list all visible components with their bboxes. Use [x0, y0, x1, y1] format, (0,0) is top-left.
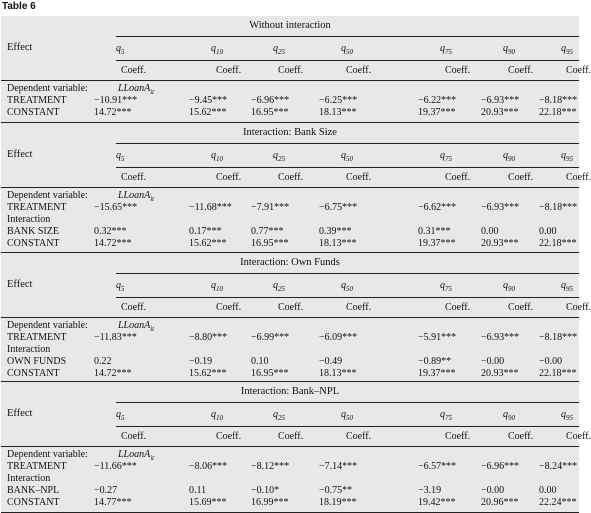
- section-rule: [116, 36, 579, 37]
- section-rule: [116, 402, 579, 403]
- effect-header: Effect: [7, 279, 33, 290]
- table-cell: −6.93***: [481, 202, 520, 213]
- coeff-header: Coeff.: [508, 431, 534, 442]
- effect-header: Effect: [7, 408, 33, 419]
- quantile-header: $q_5$: [116, 43, 125, 56]
- coeff-header: Coeff.: [216, 65, 242, 76]
- table-cell: −0.89**: [418, 356, 452, 367]
- row-label: CONSTANT: [7, 497, 60, 508]
- table-cell: 22.18***: [539, 107, 577, 118]
- table-title: Table 6: [2, 1, 36, 12]
- quantile-header: $q_{25}$: [273, 43, 285, 56]
- row-label: CONSTANT: [7, 368, 60, 379]
- table-cell: −6.57***: [418, 461, 457, 472]
- dep-var-label: Dependent variable:: [7, 320, 88, 331]
- table-cell: −0.49: [319, 356, 343, 367]
- table-cell: 16.95***: [251, 238, 289, 249]
- quantile-header: $q_{25}$: [273, 280, 285, 293]
- table-cell: 0.00: [539, 226, 557, 237]
- table-cell: −0.75**: [319, 485, 353, 496]
- table-cell: −11.66***: [94, 461, 137, 472]
- quantile-header: $q_5$: [116, 409, 125, 422]
- table-cell: −6.75***: [319, 202, 358, 213]
- coeff-header: Coeff.: [566, 65, 591, 76]
- subheader-rule: [116, 60, 579, 61]
- quantile-header: $q_{10}$: [211, 280, 223, 293]
- row-label: TREATMENT: [7, 461, 67, 472]
- coeff-header: Coeff.: [216, 172, 242, 183]
- quantile-header: $q_{25}$: [273, 409, 285, 422]
- quantile-header: $q_5$: [116, 150, 125, 163]
- table-cell: 0.22: [94, 356, 112, 367]
- dep-var-value: LLoanA$_{it}$: [118, 190, 155, 203]
- coeff-header: Coeff.: [508, 302, 534, 313]
- table-cell: 16.95***: [251, 107, 289, 118]
- table-cell: 20.96***: [481, 497, 519, 508]
- quantile-header: $q_{50}$: [341, 280, 353, 293]
- row-label: Interaction: [7, 473, 51, 484]
- table-cell: −0.10*: [251, 485, 280, 496]
- table-cell: −0.00: [539, 356, 563, 367]
- coeff-header: Coeff.: [445, 431, 471, 442]
- table-cell: −11.68***: [189, 202, 232, 213]
- table-cell: −10.91***: [94, 95, 138, 106]
- subheader-rule: [116, 297, 579, 298]
- row-label: CONSTANT: [7, 107, 60, 118]
- section-title: Interaction: Own Funds: [240, 257, 340, 268]
- table-cell: 0.31***: [418, 226, 451, 237]
- table-cell: 15.62***: [189, 368, 227, 379]
- quantile-header: $q_{50}$: [341, 43, 353, 56]
- table-cell: 16.95***: [251, 368, 289, 379]
- coeff-header: Coeff.: [346, 302, 372, 313]
- table-cell: 0.00: [539, 485, 557, 496]
- coeff-header: Coeff.: [445, 65, 471, 76]
- coeff-header: Coeff.: [216, 431, 242, 442]
- table-cell: 18.19***: [319, 497, 357, 508]
- quantile-header: $q_{75}$: [440, 280, 452, 293]
- header-rule: [1, 317, 579, 318]
- table-cell: 0.77***: [251, 226, 284, 237]
- dep-var-value: LLoanA$_{it}$: [118, 320, 155, 333]
- section-title: Interaction: Bank Size: [243, 127, 337, 138]
- row-label: BANK SIZE: [7, 226, 59, 237]
- table-cell: 22.18***: [539, 238, 577, 249]
- row-label: Interaction: [7, 344, 51, 355]
- subheader-rule: [116, 426, 579, 427]
- quantile-header: $q_{95}$: [561, 43, 573, 56]
- table-cell: 19.37***: [418, 368, 456, 379]
- table-cell: 22.24***: [539, 497, 577, 508]
- coeff-header: Coeff.: [121, 431, 147, 442]
- table-cell: −6.09***: [319, 332, 358, 343]
- section-rule: [116, 143, 579, 144]
- coeff-header: Coeff.: [566, 431, 591, 442]
- table-cell: −0.27: [94, 485, 118, 496]
- table-cell: 14.77***: [94, 497, 132, 508]
- coeff-header: Coeff.: [121, 302, 147, 313]
- coeff-header: Coeff.: [508, 65, 534, 76]
- coeff-header: Coeff.: [346, 172, 372, 183]
- row-label: BANK–NPL: [7, 485, 60, 496]
- table-cell: −8.18***: [539, 332, 578, 343]
- table-cell: −8.18***: [539, 202, 578, 213]
- row-label: Interaction: [7, 214, 51, 225]
- table-cell: 19.37***: [418, 107, 456, 118]
- table-cell: −0.19: [189, 356, 213, 367]
- coeff-header: Coeff.: [278, 302, 304, 313]
- coeff-header: Coeff.: [216, 302, 242, 313]
- coeff-header: Coeff.: [445, 302, 471, 313]
- coeff-header: Coeff.: [445, 172, 471, 183]
- table-cell: 18.13***: [319, 238, 357, 249]
- quantile-header: $q_{90}$: [503, 409, 515, 422]
- quantile-header: $q_{75}$: [440, 150, 452, 163]
- table-cell: −6.62***: [418, 202, 457, 213]
- header-rule: [1, 446, 579, 447]
- quantile-header: $q_{50}$: [341, 409, 353, 422]
- quantile-header: $q_{90}$: [503, 280, 515, 293]
- table-cell: −8.06***: [189, 461, 228, 472]
- coeff-header: Coeff.: [508, 172, 534, 183]
- results-table: [1, 16, 591, 513]
- coeff-header: Coeff.: [278, 431, 304, 442]
- quantile-header: $q_{90}$: [503, 43, 515, 56]
- table-cell: 20.93***: [481, 238, 519, 249]
- quantile-header: $q_5$: [116, 280, 125, 293]
- quantile-header: $q_{50}$: [341, 150, 353, 163]
- table-cell: 14.72***: [94, 107, 132, 118]
- table-cell: −6.93***: [481, 332, 520, 343]
- row-label: OWN FUNDS: [7, 356, 67, 367]
- table-cell: 18.13***: [319, 107, 357, 118]
- table-cell: −5.91***: [418, 332, 457, 343]
- table-cell: 19.37***: [418, 238, 456, 249]
- quantile-header: $q_{10}$: [211, 150, 223, 163]
- table-cell: 0.39***: [319, 226, 352, 237]
- coeff-header: Coeff.: [278, 65, 304, 76]
- table-cell: 22.18***: [539, 368, 577, 379]
- dep-var-value: LLoanA$_{it}$: [118, 83, 155, 96]
- coeff-header: Coeff.: [121, 172, 147, 183]
- effect-header: Effect: [7, 149, 33, 160]
- table-cell: −6.96***: [481, 461, 520, 472]
- table-cell: 15.62***: [189, 238, 227, 249]
- row-label: TREATMENT: [7, 332, 67, 343]
- section-title: Without interaction: [249, 20, 331, 31]
- table-cell: 20.93***: [481, 368, 519, 379]
- header-rule: [1, 187, 579, 188]
- table-cell: 0.32***: [94, 226, 127, 237]
- table-cell: −8.24***: [539, 461, 578, 472]
- quantile-header: $q_{75}$: [440, 409, 452, 422]
- table-cell: −0.00: [481, 356, 505, 367]
- dep-var-label: Dependent variable:: [7, 190, 88, 201]
- quantile-header: $q_{95}$: [561, 409, 573, 422]
- row-label: TREATMENT: [7, 202, 67, 213]
- table-cell: −8.80***: [189, 332, 228, 343]
- table-cell: −7.14***: [319, 461, 358, 472]
- table-cell: 15.62***: [189, 107, 227, 118]
- quantile-header: $q_{10}$: [211, 43, 223, 56]
- table-cell: 15.69***: [189, 497, 227, 508]
- table-cell: 19.42***: [418, 497, 456, 508]
- table-cell: 0.10: [251, 356, 269, 367]
- table-cell: 16.99***: [251, 497, 289, 508]
- table-cell: −6.25***: [319, 95, 358, 106]
- coeff-header: Coeff.: [278, 172, 304, 183]
- table-cell: 0.17***: [189, 226, 222, 237]
- effect-header: Effect: [7, 42, 33, 53]
- section-title: Interaction: Bank–NPL: [240, 386, 340, 397]
- table-cell: −3.19: [418, 485, 442, 496]
- coeff-header: Coeff.: [121, 65, 147, 76]
- table-cell: 0.00: [481, 226, 499, 237]
- subheader-rule: [116, 167, 579, 168]
- section-rule: [116, 273, 579, 274]
- table-cell: −6.22***: [418, 95, 457, 106]
- coeff-header: Coeff.: [346, 431, 372, 442]
- table-cell: −11.83***: [94, 332, 137, 343]
- table-cell: 0.11: [189, 485, 207, 496]
- table-cell: −9.45***: [189, 95, 228, 106]
- coeff-header: Coeff.: [566, 172, 591, 183]
- table-cell: 14.72***: [94, 368, 132, 379]
- dep-var-value: LLoanA$_{it}$: [118, 449, 155, 462]
- table-cell: −0.00: [481, 485, 505, 496]
- table-cell: −7.91***: [251, 202, 290, 213]
- quantile-header: $q_{25}$: [273, 150, 285, 163]
- table-cell: −8.18***: [539, 95, 578, 106]
- table-cell: 18.13***: [319, 368, 357, 379]
- table-cell: 20.93***: [481, 107, 519, 118]
- table-cell: −8.12***: [251, 461, 290, 472]
- coeff-header: Coeff.: [346, 65, 372, 76]
- row-label: TREATMENT: [7, 95, 67, 106]
- quantile-header: $q_{95}$: [561, 280, 573, 293]
- quantile-header: $q_{90}$: [503, 150, 515, 163]
- table-cell: −6.93***: [481, 95, 520, 106]
- row-label: CONSTANT: [7, 238, 60, 249]
- quantile-header: $q_{75}$: [440, 43, 452, 56]
- table-cell: −15.65***: [94, 202, 138, 213]
- quantile-header: $q_{95}$: [561, 150, 573, 163]
- header-rule: [1, 80, 579, 81]
- quantile-header: $q_{10}$: [211, 409, 223, 422]
- dep-var-label: Dependent variable:: [7, 449, 88, 460]
- table-cell: 14.72***: [94, 238, 132, 249]
- table-cell: −6.96***: [251, 95, 290, 106]
- dep-var-label: Dependent variable:: [7, 83, 88, 94]
- table-cell: −6.99***: [251, 332, 290, 343]
- coeff-header: Coeff.: [566, 302, 591, 313]
